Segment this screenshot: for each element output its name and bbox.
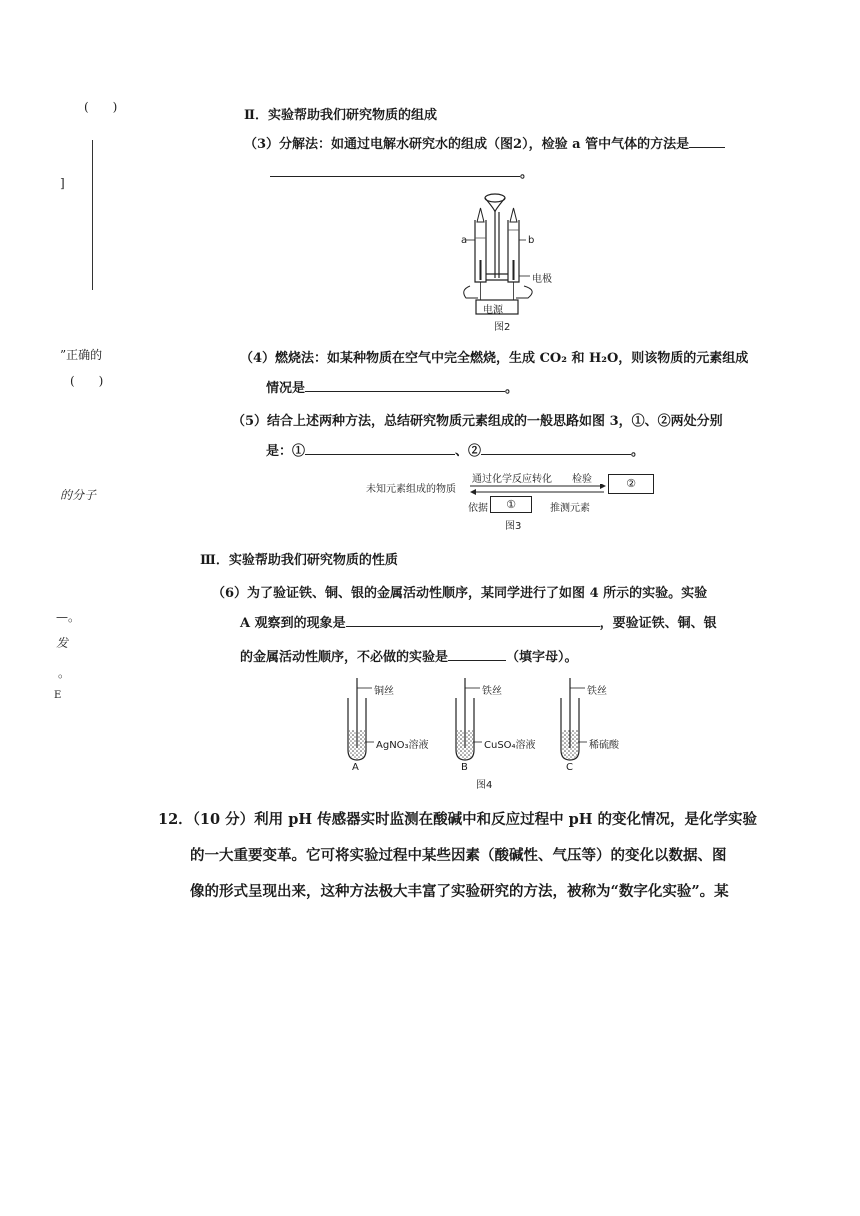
q5-answer-blank-1 [305,442,455,455]
q6-prompt-4: （填字母）。 [506,650,578,665]
fig3-box-2 [608,474,654,494]
tube-a-wire-label: 铜丝 [374,686,394,697]
q4-prompt: 情况是 [266,381,306,396]
tube-c-wire-label: 铁丝 [587,686,607,697]
q5-prompt-1: 是：① [266,444,306,459]
margin-fragment-dot-2: 。 [58,666,71,680]
fig3-box-1 [490,496,532,513]
fig2-label-electrode: 电极 [532,274,552,285]
q6-line-3 [240,646,578,665]
margin-bracket: ] [60,176,65,190]
q12-line-2: 的一大重要变革。它可将实验过程中某些因素（酸碱性、气压等）的变化以数据、图 [190,847,727,864]
q6-prompt-2: ，要验证铁、铜、银 [599,616,717,631]
fig3-test-label: 检验 [572,474,592,485]
q6-line-2 [240,612,717,631]
fig3-unknown-substance: 未知元素组成的物质 [366,484,456,495]
fig2-label-b: b [528,235,535,246]
fig3-box-1-label: ① [506,498,516,511]
margin-paren-1: ( ) [84,100,118,114]
q4-line-2 [266,377,518,396]
tube-c-solution-label: 稀硫酸 [589,740,619,751]
fig3-caption: 图3 [505,521,522,532]
margin-fragment-molecule: 的分子 [60,488,97,502]
tube-c [561,678,587,760]
tube-a-solution-label: AgNO₃溶液 [376,740,429,751]
q3-answer-blank-2 [270,164,520,177]
tube-b [456,678,482,760]
section-2-heading: Ⅱ．实验帮助我们研究物质的组成 [244,108,437,123]
tube-a [348,678,374,760]
fig4-caption: 图4 [476,780,493,791]
tube-b-letter: B [461,762,468,773]
q5-line-2 [266,440,644,459]
q6-line-1: （6）为了验证铁、铜、银的金属活动性顺序，某同学进行了如图 4 所示的实验。实验 [212,586,708,601]
fig2-label-power: 电源 [483,305,503,316]
q3-line-1 [244,133,725,152]
q5-line-1: （5）结合上述两种方法，总结研究物质元素组成的一般思路如图 3，①、②两处分别 [232,414,723,429]
fig2-caption: 图2 [494,322,511,333]
margin-fragment-dot-1: —。 [56,610,81,624]
q3-line-2 [270,162,533,181]
q4-answer-blank [305,379,505,392]
margin-fragment-mark: E [54,690,62,701]
tube-a-letter: A [352,762,359,773]
tube-c-letter: C [566,762,573,773]
q6-prompt-1: A 观察到的现象是 [240,616,346,631]
q6-answer-blank-2 [448,648,506,661]
margin-fragment-correct: ”正确的 [60,348,103,362]
margin-vertical-line [92,140,93,290]
q3-answer-blank-1 [689,135,725,148]
fig3-box-2-label: ② [626,477,636,490]
tube-b-solution-label: CuSO₄溶液 [484,740,536,751]
section-3-heading: Ⅲ．实验帮助我们研究物质的性质 [200,553,398,568]
q6-answer-blank-1 [346,614,600,627]
margin-paren-2: ( ) [70,374,104,388]
q5-end: 。 [631,444,645,459]
fig3-basis-label: 依据 [468,503,488,514]
q3-end: 。 [520,166,534,181]
q3-text: （3）分解法：如通过电解水研究水的组成（图2），检验 a 管中气体的方法是 [244,137,690,152]
q12-line-1: 12．（10 分）利用 pH 传感器实时监测在酸碱中和反应过程中 pH 的变化情况，是化学实验 [158,811,758,828]
q4-end: 。 [505,381,519,396]
tube-b-wire-label: 铁丝 [482,686,502,697]
q12-line-3: 像的形式呈现出来，这种方法极大丰富了实验研究的方法，被称为“数字化实验”。某 [190,883,729,900]
fig2-label-a: a [461,235,468,246]
q5-answer-blank-2 [481,442,631,455]
fig3-infer-label: 推测元素 [550,503,590,514]
q4-line-1: （4）燃烧法：如某种物质在空气中完全燃烧，生成 CO₂ 和 H₂O，则该物质的元素组成 [240,351,749,366]
q5-prompt-2: 、② [455,444,482,459]
q6-prompt-3: 的金属活动性顺序，不必做的实验是 [240,650,449,665]
fig3-transform-label: 通过化学反应转化 [472,474,552,485]
margin-fragment-fa: 发 [56,636,69,650]
